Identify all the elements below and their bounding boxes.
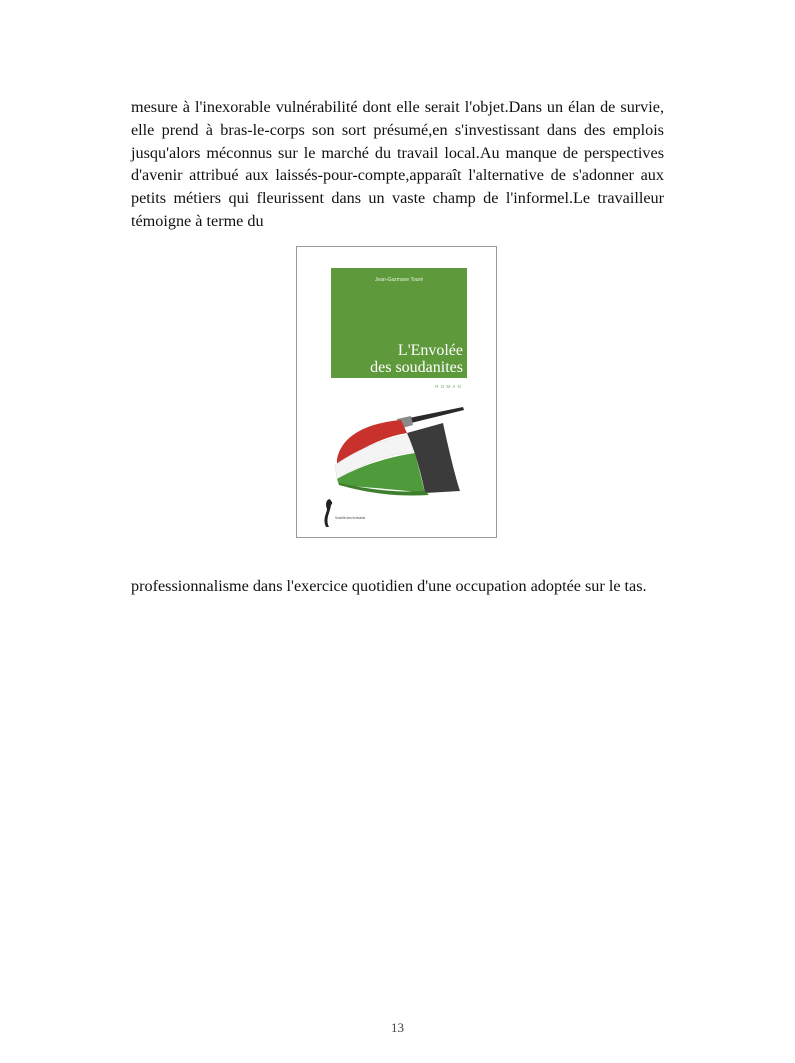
cover-title-line-1: L'Envolée: [397, 342, 463, 359]
cover-author: Jean-Gazmane Touré: [375, 277, 423, 283]
cover-title-line-2: des soudanites: [370, 359, 463, 376]
publisher-logo-text: Société des écrivains: [335, 516, 366, 520]
book-cover-image: [296, 246, 497, 538]
cover-genre: ROMAN: [435, 384, 463, 389]
body-paragraph-1: mesure à l'inexorable vulnérabilité dont elle serait l'objet.Dans un élan de survie, elle prend à bras-le-corps son sort présumé,en s'investissant dans des emplois jusqu'alors méconnus sur le marché du travail local.Au manque de perspectives d'avenir attribué aux laissés-pour-compte,apparaît l'alternative de s'adonner aux petits métiers qui fleurissent dans un vaste champ de l'informel.Le travailleur témoigne à terme du: [131, 98, 664, 230]
page-number: 13: [391, 1020, 404, 1035]
body-paragraph-2: professionnalisme dans l'exercice quotidien d'une occupation adoptée sur le tas.: [131, 577, 647, 595]
